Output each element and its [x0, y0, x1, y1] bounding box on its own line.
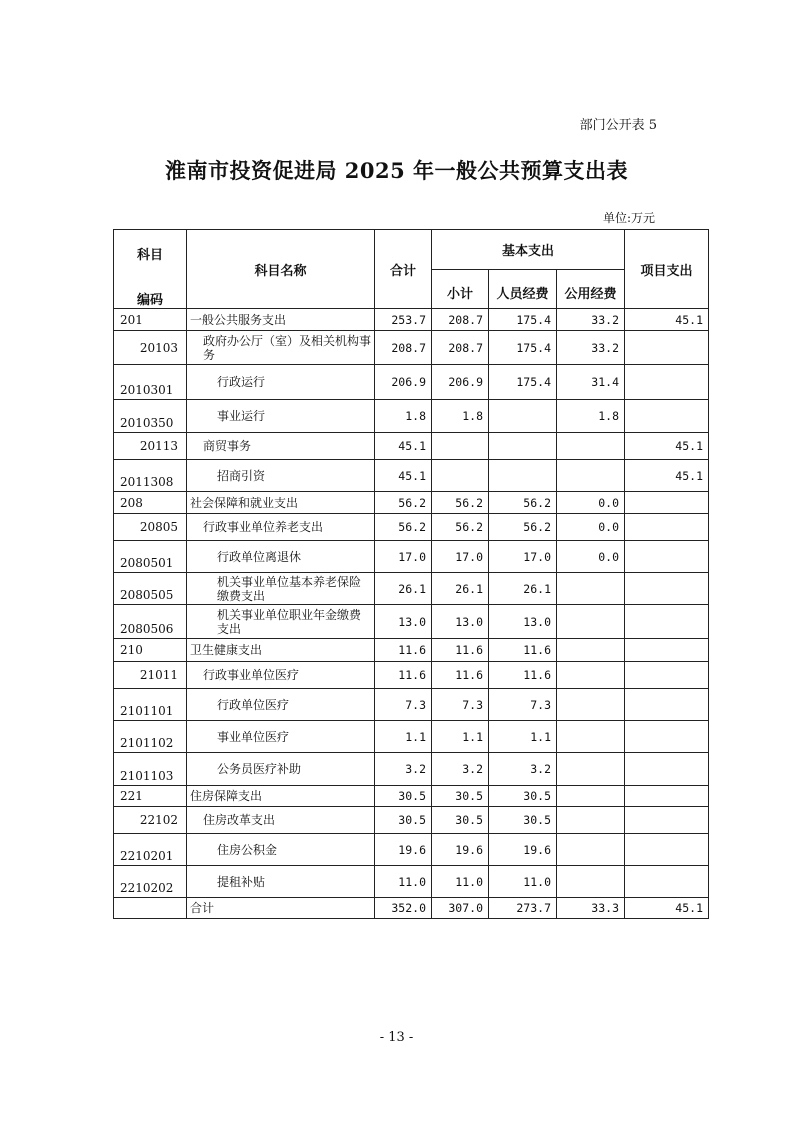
- cell-subtotal: [432, 460, 489, 492]
- cell-project: [625, 786, 709, 807]
- table-row: [114, 605, 709, 639]
- cell-code: 20805: [114, 514, 187, 541]
- cell-subtotal: 307.0: [432, 898, 489, 919]
- cell-subtotal: 13.0: [432, 605, 489, 639]
- cell-project: [625, 605, 709, 639]
- table-row: [114, 331, 709, 365]
- cell-total: 30.5: [375, 786, 432, 807]
- cell-personnel: 30.5: [489, 786, 557, 807]
- cell-public: [557, 689, 625, 721]
- cell-subtotal: 19.6: [432, 834, 489, 866]
- cell-name: 机关事业单位基本养老保险缴费支出: [187, 573, 375, 605]
- cell-public: [557, 662, 625, 689]
- cell-code: [114, 898, 187, 919]
- cell-public: [557, 786, 625, 807]
- cell-personnel: 175.4: [489, 331, 557, 365]
- cell-public: 0.0: [557, 514, 625, 541]
- cell-project: [625, 807, 709, 834]
- table-row: [114, 721, 709, 753]
- table-row: [114, 753, 709, 786]
- header-public: 公用经费: [557, 269, 625, 309]
- cell-name: 事业单位医疗: [187, 721, 375, 753]
- cell-subtotal: 11.6: [432, 662, 489, 689]
- cell-total: 253.7: [375, 309, 432, 331]
- cell-subtotal: 30.5: [432, 807, 489, 834]
- cell-public: 33.3: [557, 898, 625, 919]
- cell-total: 1.8: [375, 400, 432, 433]
- table-number-tag: 部门公开表 5: [579, 118, 657, 133]
- cell-code: 2101103: [114, 753, 187, 786]
- cell-subtotal: 56.2: [432, 514, 489, 541]
- cell-total: 11.0: [375, 866, 432, 898]
- cell-public: [557, 753, 625, 786]
- cell-total: 26.1: [375, 573, 432, 605]
- cell-total: 56.2: [375, 492, 432, 514]
- cell-project: [625, 573, 709, 605]
- cell-code: 210: [114, 639, 187, 662]
- cell-public: [557, 721, 625, 753]
- table-row: [114, 639, 709, 662]
- cell-personnel: 19.6: [489, 834, 557, 866]
- cell-project: 45.1: [625, 898, 709, 919]
- cell-project: [625, 662, 709, 689]
- cell-public: [557, 866, 625, 898]
- cell-name: 行政单位离退休: [187, 541, 375, 573]
- cell-project: [625, 541, 709, 573]
- table-row: [114, 662, 709, 689]
- cell-code: 2010301: [114, 365, 187, 400]
- cell-subtotal: 17.0: [432, 541, 489, 573]
- cell-subtotal: 208.7: [432, 331, 489, 365]
- table-row: [114, 898, 709, 919]
- table-row: [114, 309, 709, 331]
- cell-project: 45.1: [625, 460, 709, 492]
- table-row: [114, 400, 709, 433]
- cell-total: 206.9: [375, 365, 432, 400]
- cell-public: 0.0: [557, 541, 625, 573]
- cell-project: [625, 514, 709, 541]
- cell-total: 45.1: [375, 460, 432, 492]
- cell-subtotal: 11.6: [432, 639, 489, 662]
- header-project: 项目支出: [625, 230, 709, 309]
- cell-subtotal: 7.3: [432, 689, 489, 721]
- cell-name: 政府办公厅（室）及相关机构事务: [187, 331, 375, 365]
- cell-name: 卫生健康支出: [187, 639, 375, 662]
- cell-subtotal: 56.2: [432, 492, 489, 514]
- cell-name: 行政运行: [187, 365, 375, 400]
- cell-name: 住房公积金: [187, 834, 375, 866]
- cell-personnel: [489, 433, 557, 460]
- cell-name: 提租补贴: [187, 866, 375, 898]
- table-header: [114, 230, 709, 309]
- table-row: [114, 807, 709, 834]
- cell-public: 33.2: [557, 309, 625, 331]
- cell-subtotal: [432, 433, 489, 460]
- cell-code: 22102: [114, 807, 187, 834]
- cell-project: [625, 834, 709, 866]
- cell-name: 一般公共服务支出: [187, 309, 375, 331]
- cell-code: 201: [114, 309, 187, 331]
- cell-name: 行政事业单位养老支出: [187, 514, 375, 541]
- unit-label: 单位:万元: [602, 211, 655, 225]
- header-subtotal: 小计: [432, 269, 489, 309]
- header-total: 合计: [375, 230, 432, 309]
- cell-code: 2011308: [114, 460, 187, 492]
- cell-personnel: 273.7: [489, 898, 557, 919]
- cell-total: 11.6: [375, 639, 432, 662]
- cell-project: [625, 400, 709, 433]
- cell-name: 社会保障和就业支出: [187, 492, 375, 514]
- table-row: [114, 460, 709, 492]
- cell-total: 208.7: [375, 331, 432, 365]
- cell-name: 住房改革支出: [187, 807, 375, 834]
- cell-name: 招商引资: [187, 460, 375, 492]
- cell-public: [557, 639, 625, 662]
- cell-public: 0.0: [557, 492, 625, 514]
- cell-public: 33.2: [557, 331, 625, 365]
- cell-public: [557, 460, 625, 492]
- cell-project: [625, 639, 709, 662]
- table-row: [114, 492, 709, 514]
- cell-personnel: 175.4: [489, 309, 557, 331]
- table-row: [114, 514, 709, 541]
- cell-total: 56.2: [375, 514, 432, 541]
- cell-project: 45.1: [625, 433, 709, 460]
- cell-subtotal: 3.2: [432, 753, 489, 786]
- cell-project: [625, 721, 709, 753]
- header-basic: 基本支出: [432, 230, 625, 270]
- cell-total: 13.0: [375, 605, 432, 639]
- cell-subtotal: 1.8: [432, 400, 489, 433]
- cell-personnel: [489, 400, 557, 433]
- cell-total: 1.1: [375, 721, 432, 753]
- cell-code: 208: [114, 492, 187, 514]
- cell-personnel: 30.5: [489, 807, 557, 834]
- cell-name: 商贸事务: [187, 433, 375, 460]
- cell-name: 机关事业单位职业年金缴费支出: [187, 605, 375, 639]
- cell-code: 221: [114, 786, 187, 807]
- cell-total: 19.6: [375, 834, 432, 866]
- table-row: [114, 541, 709, 573]
- cell-project: 45.1: [625, 309, 709, 331]
- cell-public: [557, 573, 625, 605]
- cell-public: 31.4: [557, 365, 625, 400]
- cell-total: 11.6: [375, 662, 432, 689]
- cell-subtotal: 208.7: [432, 309, 489, 331]
- page-number: - 13 -: [379, 1030, 414, 1045]
- cell-personnel: 56.2: [489, 514, 557, 541]
- cell-name: 行政单位医疗: [187, 689, 375, 721]
- cell-personnel: 175.4: [489, 365, 557, 400]
- cell-project: [625, 365, 709, 400]
- cell-total: 30.5: [375, 807, 432, 834]
- cell-project: [625, 689, 709, 721]
- cell-public: [557, 834, 625, 866]
- header-code-top: 科目: [136, 248, 163, 263]
- cell-name: 行政事业单位医疗: [187, 662, 375, 689]
- cell-personnel: 13.0: [489, 605, 557, 639]
- table-row: [114, 573, 709, 605]
- cell-personnel: 11.0: [489, 866, 557, 898]
- cell-personnel: 11.6: [489, 639, 557, 662]
- cell-total: 3.2: [375, 753, 432, 786]
- cell-subtotal: 11.0: [432, 866, 489, 898]
- cell-code: 2080501: [114, 541, 187, 573]
- cell-code: 20103: [114, 331, 187, 365]
- cell-project: [625, 866, 709, 898]
- table-row: [114, 689, 709, 721]
- table-row: [114, 866, 709, 898]
- cell-code: 20113: [114, 433, 187, 460]
- cell-subtotal: 206.9: [432, 365, 489, 400]
- cell-personnel: 1.1: [489, 721, 557, 753]
- table-row: [114, 365, 709, 400]
- cell-project: [625, 331, 709, 365]
- cell-personnel: [489, 460, 557, 492]
- cell-subtotal: 26.1: [432, 573, 489, 605]
- cell-total: 17.0: [375, 541, 432, 573]
- page-title: 淮南市投资促进局 2025 年一般公共预算支出表: [164, 158, 629, 183]
- cell-total: 352.0: [375, 898, 432, 919]
- cell-total: 7.3: [375, 689, 432, 721]
- cell-code: 2010350: [114, 400, 187, 433]
- cell-project: [625, 492, 709, 514]
- cell-name: 住房保障支出: [187, 786, 375, 807]
- cell-personnel: 7.3: [489, 689, 557, 721]
- cell-public: [557, 807, 625, 834]
- cell-total: 45.1: [375, 433, 432, 460]
- cell-personnel: 3.2: [489, 753, 557, 786]
- cell-subtotal: 30.5: [432, 786, 489, 807]
- cell-code: 2210201: [114, 834, 187, 866]
- cell-subtotal: 1.1: [432, 721, 489, 753]
- cell-code: 2080505: [114, 573, 187, 605]
- cell-public: [557, 433, 625, 460]
- header-personnel: 人员经费: [489, 269, 557, 309]
- cell-code: 2101101: [114, 689, 187, 721]
- budget-table: [113, 229, 709, 919]
- header-code-cell: [114, 230, 187, 309]
- cell-personnel: 17.0: [489, 541, 557, 573]
- cell-name: 事业运行: [187, 400, 375, 433]
- cell-personnel: 56.2: [489, 492, 557, 514]
- cell-project: [625, 753, 709, 786]
- cell-public: 1.8: [557, 400, 625, 433]
- cell-name: 公务员医疗补助: [187, 753, 375, 786]
- table-row: [114, 834, 709, 866]
- cell-code: 2080506: [114, 605, 187, 639]
- cell-name: 合计: [187, 898, 375, 919]
- cell-code: 2101102: [114, 721, 187, 753]
- cell-public: [557, 605, 625, 639]
- table-body: [114, 309, 709, 919]
- header-name: 科目名称: [187, 230, 375, 309]
- table-row: [114, 786, 709, 807]
- cell-personnel: 11.6: [489, 662, 557, 689]
- cell-code: 2210202: [114, 866, 187, 898]
- cell-personnel: 26.1: [489, 573, 557, 605]
- cell-code: 21011: [114, 662, 187, 689]
- table-row: [114, 433, 709, 460]
- header-code-bottom: 编码: [136, 293, 163, 308]
